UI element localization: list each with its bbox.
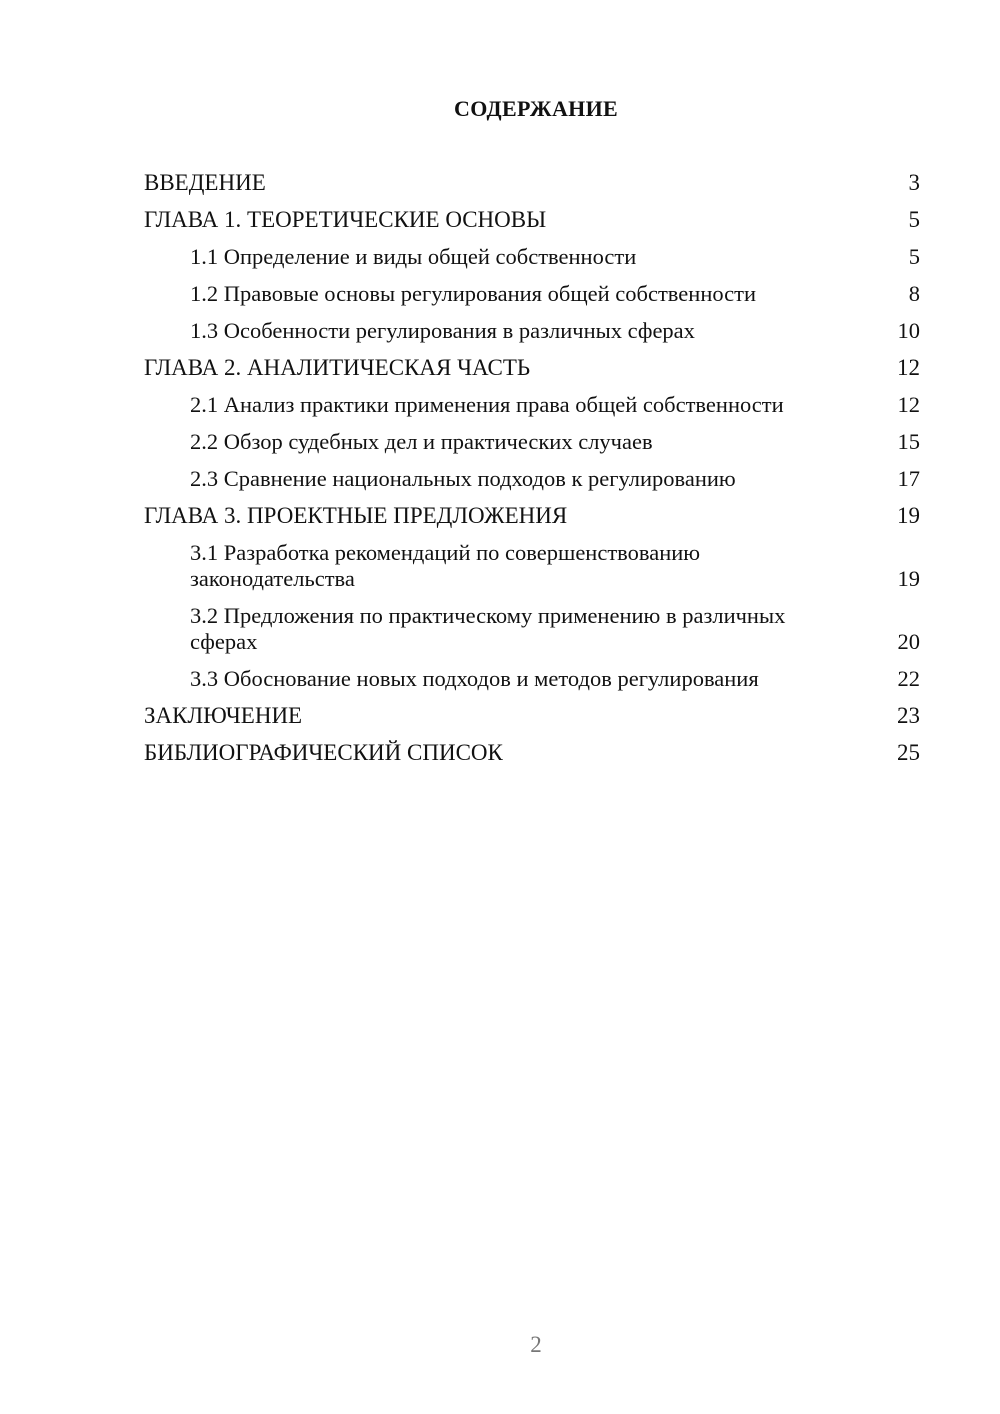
toc-entry-label: 1.2 Правовые основы регулирования общей собственности <box>190 281 757 306</box>
toc-entry-label: 3.3 Обоснование новых подходов и методов регулирования <box>190 666 759 691</box>
toc-entry-section-2-1[interactable] <box>144 392 920 418</box>
page-number: 2 <box>530 1332 542 1357</box>
toc-entry-page: 8 <box>908 281 920 306</box>
toc-entry-page: 15 <box>897 429 920 454</box>
page-title: СОДЕРЖАНИЕ <box>454 96 618 121</box>
toc-entry-section-3-3[interactable] <box>144 666 920 692</box>
toc-entry-page: 25 <box>897 740 920 765</box>
toc-entry-section-1-1[interactable] <box>144 244 920 270</box>
toc-entry-label: ГЛАВА 2. АНАЛИТИЧЕСКАЯ ЧАСТЬ <box>144 355 531 380</box>
toc-entry-page: 12 <box>897 392 920 417</box>
toc-entry-section-2-2[interactable] <box>144 429 920 455</box>
toc-entry-label: ЗАКЛЮЧЕНИЕ <box>144 703 303 728</box>
toc-entry-page: 17 <box>897 466 920 491</box>
toc-entry-section-3-1[interactable] <box>144 540 920 592</box>
toc-entry-label: 2.3 Сравнение национальных подходов к регулированию <box>190 466 736 491</box>
toc-entry-label: 2.2 Обзор судебных дел и практических случаев <box>190 429 653 454</box>
toc-entry-section-2-3[interactable] <box>144 466 920 492</box>
toc-entry-page: 5 <box>908 244 920 269</box>
toc-entry-section-3-2[interactable] <box>144 603 920 655</box>
toc-entry-page: 19 <box>897 503 920 528</box>
toc-entry-page: 19 <box>897 566 920 591</box>
toc-entry-chapter-2[interactable] <box>144 355 920 381</box>
toc-entry-page: 3 <box>908 170 920 195</box>
toc-entry-label: 2.1 Анализ практики применения права общей собственности <box>190 392 784 417</box>
toc-entry-label: 3.2 Предложения по практическому применению в различных сферах <box>190 603 786 654</box>
toc-entry-page: 10 <box>897 318 920 343</box>
toc-entry-page: 22 <box>897 666 920 691</box>
toc-entry-label: 1.3 Особенности регулирования в различных сферах <box>190 318 695 343</box>
toc-entry-page: 20 <box>897 629 920 654</box>
toc-entry-label: ВВЕДЕНИЕ <box>144 170 266 195</box>
toc-entry-label: ГЛАВА 1. ТЕОРЕТИЧЕСКИЕ ОСНОВЫ <box>144 207 547 232</box>
table-of-contents <box>144 170 920 777</box>
toc-entry-conclusion[interactable] <box>144 703 920 729</box>
toc-entry-section-1-2[interactable] <box>144 281 920 307</box>
toc-entry-chapter-1[interactable] <box>144 207 920 233</box>
toc-entry-label: БИБЛИОГРАФИЧЕСКИЙ СПИСОК <box>144 740 503 765</box>
toc-entry-label: 1.1 Определение и виды общей собственности <box>190 244 637 269</box>
toc-entry-label: 3.1 Разработка рекомендаций по совершенствованию законодательства <box>190 540 701 591</box>
toc-entry-bibliography[interactable] <box>144 740 920 766</box>
toc-entry-section-1-3[interactable] <box>144 318 920 344</box>
toc-entry-chapter-3[interactable] <box>144 503 920 529</box>
toc-entry-page: 12 <box>897 355 920 380</box>
toc-entry-label: ГЛАВА 3. ПРОЕКТНЫЕ ПРЕДЛОЖЕНИЯ <box>144 503 568 528</box>
toc-entry-introduction[interactable] <box>144 170 920 196</box>
toc-entry-page: 5 <box>908 207 920 232</box>
toc-entry-page: 23 <box>897 703 920 728</box>
